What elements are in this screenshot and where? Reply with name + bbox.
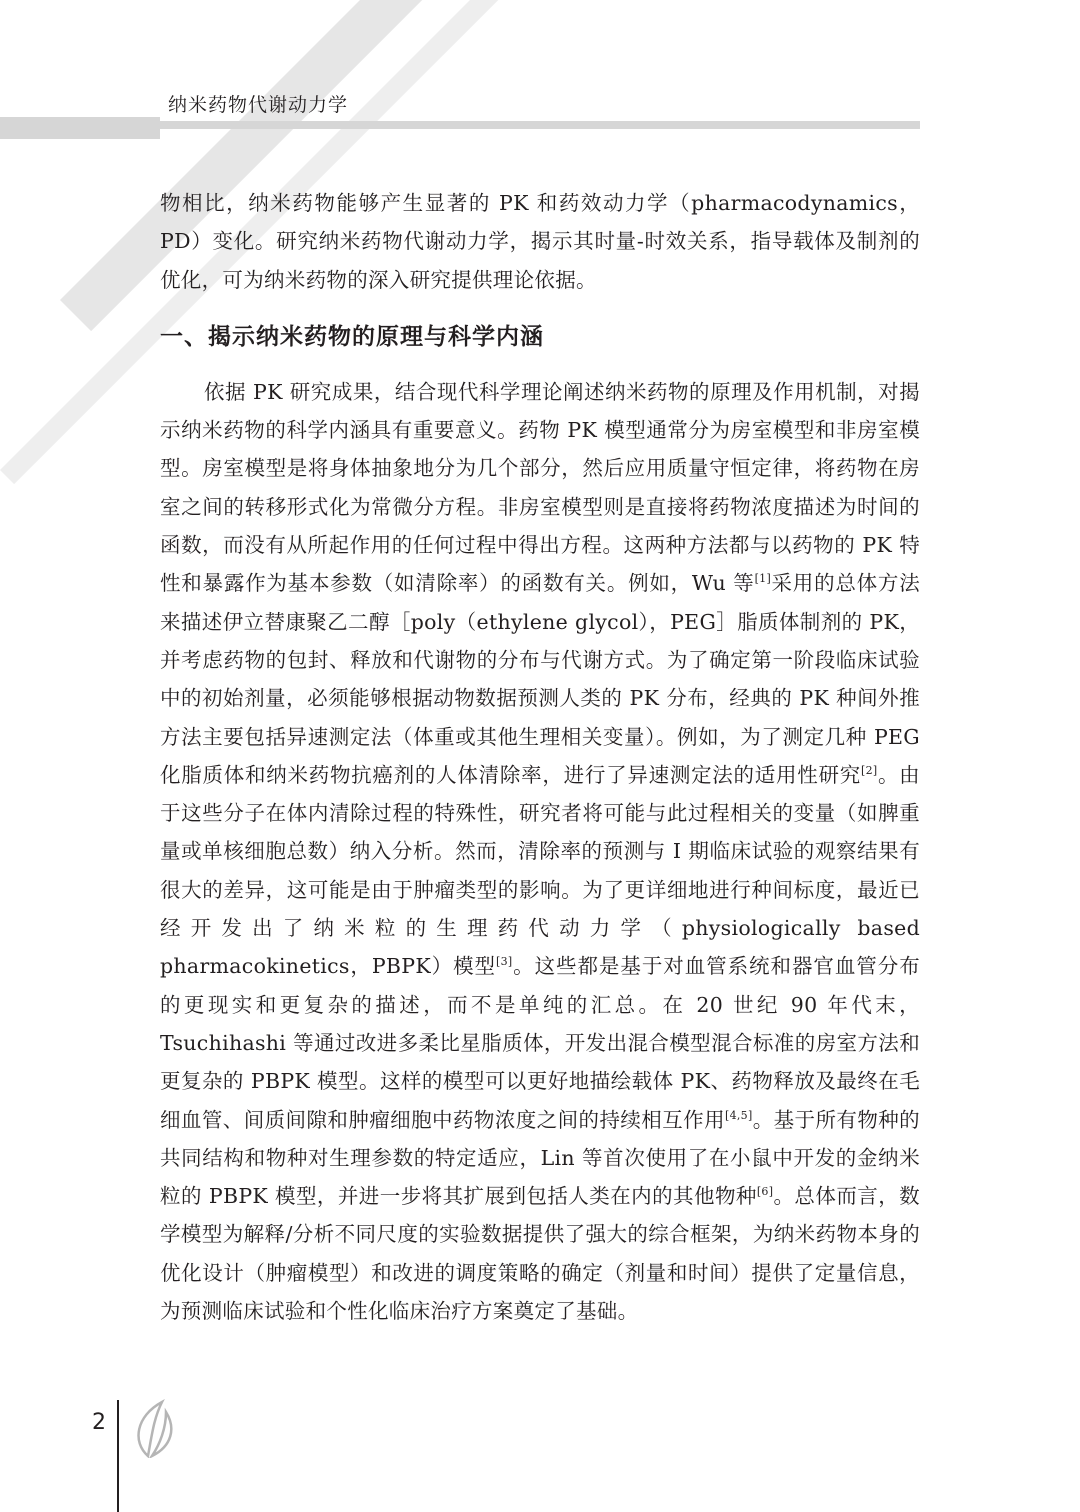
leaf-logo-icon: [128, 1398, 180, 1458]
page-content: [160, 184, 920, 1330]
citation-2: [2]: [861, 764, 878, 778]
body-text-3: 。由于这些分子在体内清除过程的特殊性，研究者将可能与此过程相关的变量（如脾重量或单核细胞总数）纳入分析。然而，清除率的预测与 I 期临床试验的观察结果有很大的差异，这可能是由于肿瘤类型的影响。为了更详细地进行种间标度，最近已经开发出了纳米粒的生理药代动力学（physiologically based pharmacokinetics，PBPK）模型: [160, 762, 920, 979]
body-paragraph: [160, 373, 920, 1330]
body-text-6: 。总体而言，数学模型为解释/分析不同尺度的实验数据提供了强大的综合框架，为纳米药物本身的优化设计（肿瘤模型）和改进的调度策略的确定（剂量和时间）提供了定量信息，为预测临床试验和个性化临床治疗方案奠定了基础。: [160, 1184, 920, 1324]
body-text-2: 采用的总体方法来描述伊立替康聚乙二醇［poly（ethylene glycol），PEG］脂质体制剂的 PK，并考虑药物的包封、释放和代谢物的分布与代谢方式。为了确定第一阶段临床试验中的初始剂量，必须能够根据动物数据预测人类的 PK 分布，经典的 PK 种间外推方法主要包括异速测定法（体重或其他生理相关变量）。例如，为了测定几种 PEG 化脂质体和纳米药物抗癌剂的人体清除率，进行了异速测定法的适用性研究: [160, 571, 920, 787]
body-text-1: 依据 PK 研究成果，结合现代科学理论阐述纳米药物的原理及作用机制，对揭示纳米药物的科学内涵具有重要意义。药物 PK 模型通常分为房室模型和非房室模型。房室模型是将身体抽象地分为几个部分，然后应用质量守恒定律，将药物在房室之间的转移形式化为常微分方程。非房室模型则是直接将药物浓度描述为时间的函数，而没有从所起作用的任何过程中得出方程。这两种方法都与以药物的 PK 特性和暴露作为基本参数（如清除率）的函数有关。例如，Wu 等: [160, 379, 920, 596]
header-bar-left: [0, 117, 160, 139]
citation-3: [3]: [496, 955, 513, 969]
citation-6: [6]: [756, 1185, 774, 1199]
section-heading: 一、揭示纳米药物的原理与科学内涵: [160, 323, 544, 350]
running-header-title: 纳米药物代谢动力学: [168, 94, 349, 116]
page-number: 2: [92, 1410, 106, 1435]
citation-4-5: [4,5]: [725, 1108, 753, 1122]
body-text-4: 。这些都是基于对血管系统和器官血管分布的更现实和更复杂的描述，而不是单纯的汇总。在 20 世纪 90 年代末，Tsuchihashi 等通过改进多柔比星脂质体，开发出混合模型混合标准的房室方法和更复杂的 PBPK 模型。这样的模型可以更好地描绘载体 PK、药物释放及最终在毛细血管、间质间隙和肿瘤细胞中药物浓度之间的持续相互作用: [160, 954, 920, 1132]
intro-paragraph: 物相比，纳米药物能够产生显著的 PK 和药效动力学（pharmacodynamics，PD）变化。研究纳米药物代谢动力学，揭示其时量-时效关系，指导载体及制剂的优化，可为纳米药物的深入研究提供理论依据。: [160, 191, 920, 292]
header-rule: [160, 121, 920, 129]
body-text-5: 。基于所有物种的共同结构和物种对生理参数的特定适应，Lin 等首次使用了在小鼠中开发的金纳米粒的 PBPK 模型，并进一步将其扩展到包括人类在内的其他物种: [160, 1107, 920, 1209]
footer-vertical-line: [117, 1400, 119, 1512]
citation-1: [1]: [754, 572, 772, 586]
